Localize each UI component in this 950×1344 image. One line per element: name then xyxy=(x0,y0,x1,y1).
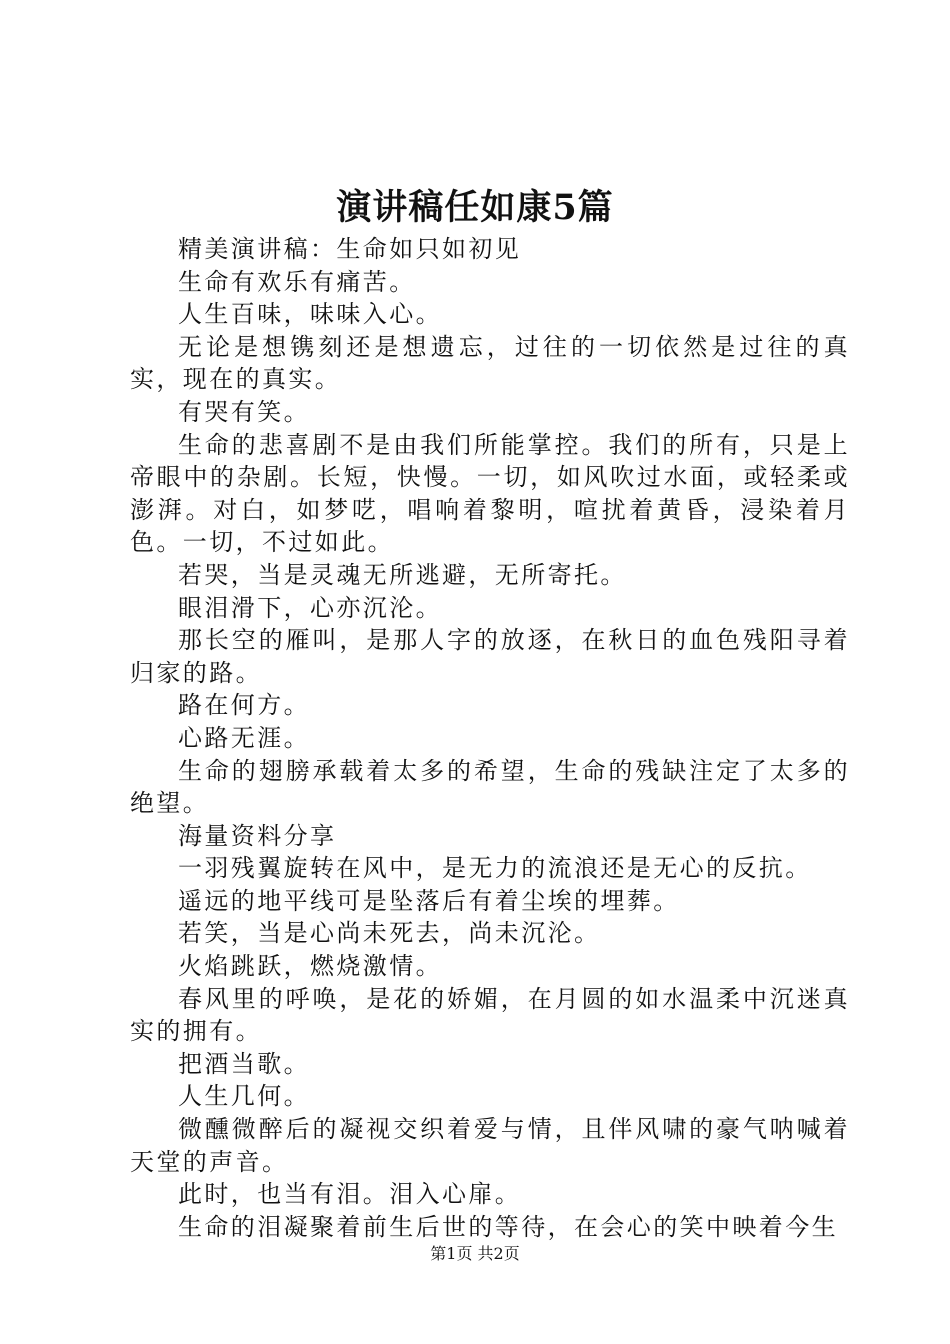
paragraph: 此时，也当有泪。泪入心扉。 xyxy=(178,1180,522,1209)
paragraph: 微醺微醉后的凝视交织着爱与情，且伴风啸的豪气呐喊着天堂的声音。 xyxy=(130,1115,850,1176)
document-title: 演讲稿任如康5篇 xyxy=(336,187,614,228)
paragraph: 人生百味，味味入心。 xyxy=(178,300,442,329)
page-footer: 第1页 共2页 xyxy=(430,1244,520,1263)
paragraph: 春风里的呼唤，是花的娇媚，在月圆的如水温柔中沉迷真实的拥有。 xyxy=(130,984,850,1046)
paragraph: 精美演讲稿：生命如只如初见 xyxy=(178,235,522,263)
paragraph: 生命的翅膀承载着太多的希望，生命的残缺注定了太多的绝望。 xyxy=(130,756,850,818)
paragraph: 若哭，当是灵魂无所逃避，无所寄托。 xyxy=(178,560,627,589)
paragraph: 生命有欢乐有痛苦。 xyxy=(178,267,416,296)
paragraph: 人生几何。 xyxy=(178,1082,310,1111)
paragraph: 火焰跳跃，燃烧激情。 xyxy=(178,952,442,981)
paragraph: 遥远的地平线可是坠落后有着尘埃的埋葬。 xyxy=(178,886,680,915)
paragraph: 路在何方。 xyxy=(178,691,310,720)
paragraph: 眼泪滑下，心亦沉沦。 xyxy=(178,593,442,622)
paragraph: 那长空的雁叫，是那人字的放逐，在秋日的血色残阳寻着归家的路。 xyxy=(130,626,850,687)
paragraph: 有哭有笑。 xyxy=(178,397,310,426)
paragraph: 无论是想镌刻还是想遗忘，过往的一切依然是过往的真实，现在的真实。 xyxy=(130,332,850,394)
paragraph: 把酒当歌。 xyxy=(178,1049,310,1078)
paragraph: 一羽残翼旋转在风中，是无力的流浪还是无心的反抗。 xyxy=(178,854,812,883)
paragraph: 生命的悲喜剧不是由我们所能掌控。我们的所有，只是上帝眼中的杂剧。长短，快慢。一切，如风吹过水面，或轻柔或澎湃。对白，如梦呓，唱响着黎明，喧扰着黄昏，浸染着月色。一切，不过如此。 xyxy=(130,430,850,557)
paragraph: 生命的泪凝聚着前生后世的等待，在会心的笑中映着今生 xyxy=(178,1212,838,1241)
document-body xyxy=(130,233,850,1243)
paragraph: 心路无涯。 xyxy=(178,723,310,752)
paragraph: 若笑，当是心尚未死去，尚未沉沦。 xyxy=(178,919,601,948)
paragraph: 海量资料分享 xyxy=(178,821,337,850)
